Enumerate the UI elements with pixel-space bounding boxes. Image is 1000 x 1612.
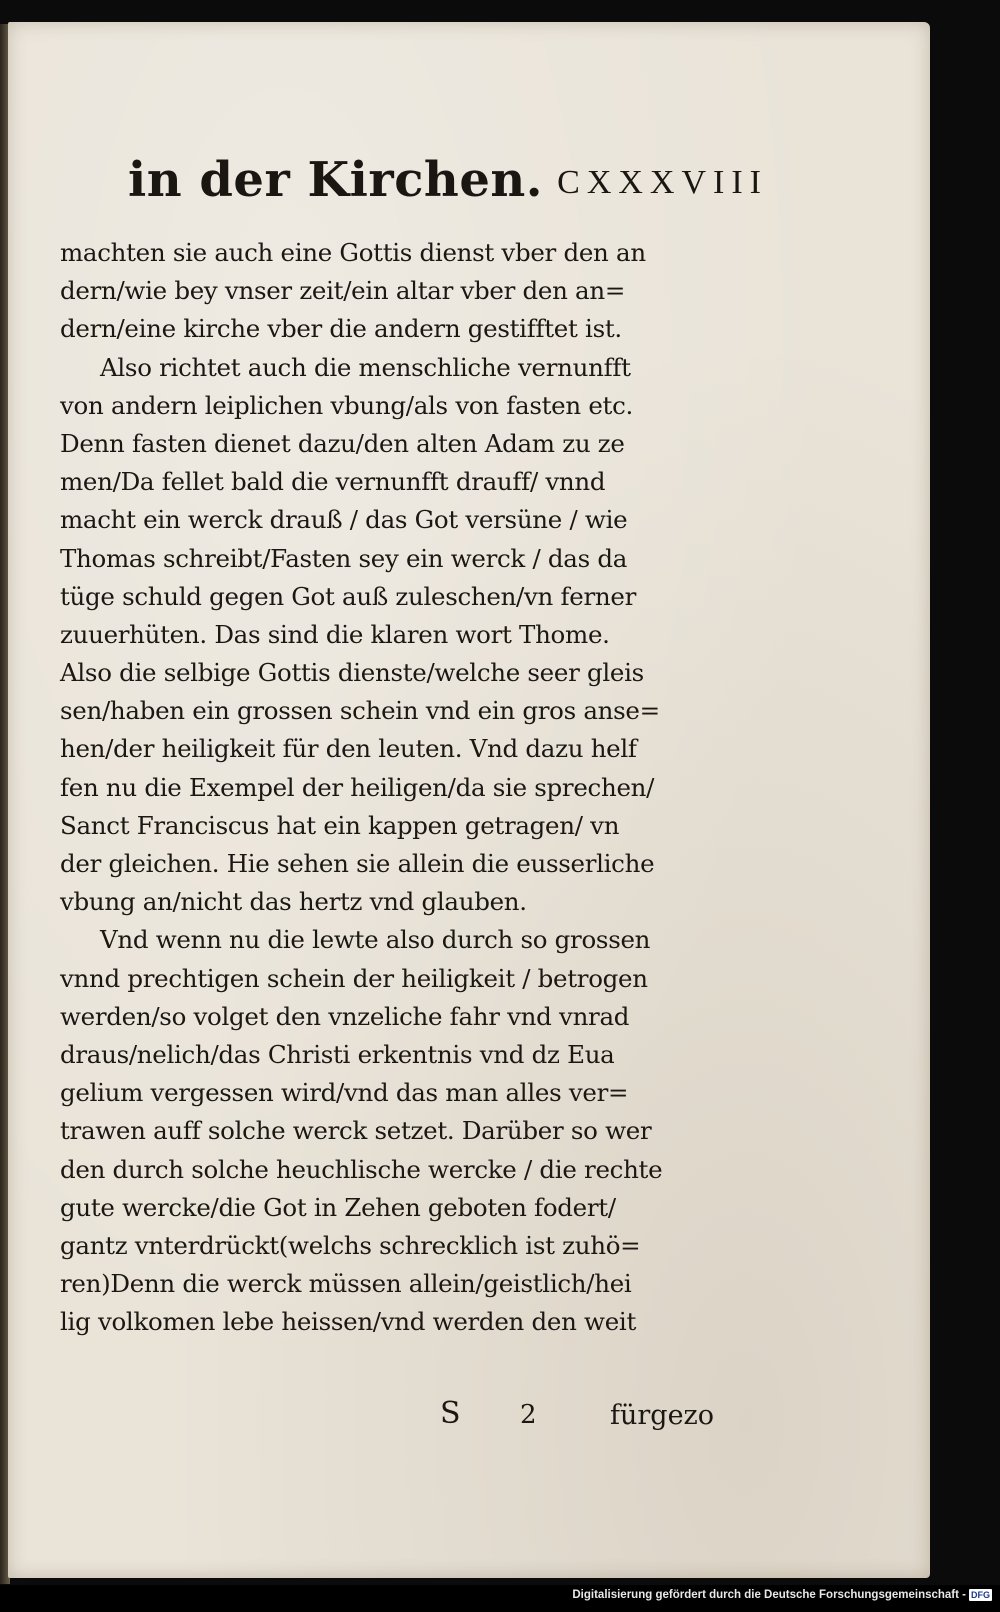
text-line: Vnd wenn nu die lewte also durch so grossen: [100, 925, 651, 955]
text-block: [60, 234, 770, 1341]
text-line: sen/haben ein grossen schein vnd ein gros anse=: [60, 696, 660, 726]
text-line: macht ein werck drauß / das Got versüne / wie: [60, 505, 628, 535]
text-line: dern/eine kirche vber die andern gestifftet ist.: [60, 314, 622, 344]
text-line: werden/so volget den vnzeliche fahr vnd vnrad: [60, 1001, 630, 1031]
page-footer: [440, 1396, 740, 1436]
text-line: zuuerhüten. Das sind die klaren wort Thome.: [60, 619, 610, 649]
text-line: ren)Denn die werck müssen allein/geistlich/hei: [60, 1269, 632, 1299]
text-line: fen nu die Exempel der heiligen/da sie sprechen/: [60, 772, 655, 802]
text-line: Thomas schreibt/Fasten sey ein werck / das da: [60, 543, 628, 573]
text-line: Denn fasten dienet dazu/den alten Adam zu ze: [60, 428, 625, 458]
credit-text: Digitalisierung gefördert durch die Deutsche Forschungsgemeinschaft -: [572, 1589, 966, 1602]
text-line: den durch solche heuchlische wercke / die rechte: [60, 1154, 663, 1184]
signature-number: 2: [520, 1400, 537, 1430]
text-line: Also die selbige Gottis dienste/welche seer gleis: [60, 658, 644, 688]
text-line: dern/wie bey vnser zeit/ein altar vber den an=: [60, 276, 626, 306]
running-title: in der Kirchen.: [128, 152, 543, 208]
signature-mark: S: [440, 1396, 461, 1431]
text-line: draus/nelich/das Christi erkentnis vnd dz Eua: [60, 1039, 615, 1069]
text-line: vnnd prechtigen schein der heiligkeit / betrogen: [60, 963, 648, 993]
running-head: [128, 152, 768, 222]
text-line: hen/der heiligkeit für den leuten. Vnd dazu helf: [60, 734, 637, 764]
text-line: trawen auff solche werck setzet. Darüber so wer: [60, 1116, 652, 1146]
folio-number: CXXXVIII: [557, 164, 768, 201]
text-line: Sanct Franciscus hat ein kappen getragen/ vn: [60, 810, 620, 840]
catchword: fürgezo: [610, 1400, 715, 1431]
text-line: gantz vnterdrückt(welchs schrecklich ist zuhö=: [60, 1230, 641, 1260]
book-page: [8, 22, 930, 1578]
text-line: vbung an/nicht das hertz vnd glauben.: [60, 887, 527, 917]
text-line: Also richtet auch die menschliche vernunfft: [100, 352, 631, 382]
dfg-logo: DFG: [971, 1590, 990, 1600]
text-line: gelium vergessen wird/vnd das man alles ver=: [60, 1078, 629, 1108]
text-line: von andern leiplichen vbung/als von fasten etc.: [60, 390, 633, 420]
text-line: machten sie auch eine Gottis dienst vber den an: [60, 238, 646, 267]
text-line: lig volkomen lebe heissen/vnd werden den weit: [60, 1307, 636, 1337]
text-line: der gleichen. Hie sehen sie allein die eusserliche: [60, 849, 655, 878]
text-line: tüge schuld gegen Got auß zuleschen/vn ferner: [60, 581, 636, 611]
text-line: gute wercke/die Got in Zehen geboten fodert/: [60, 1192, 616, 1222]
text-line: men/Da fellet bald die vernunfft drauff/ vnnd: [60, 467, 606, 497]
digitization-credit: [572, 1589, 992, 1601]
